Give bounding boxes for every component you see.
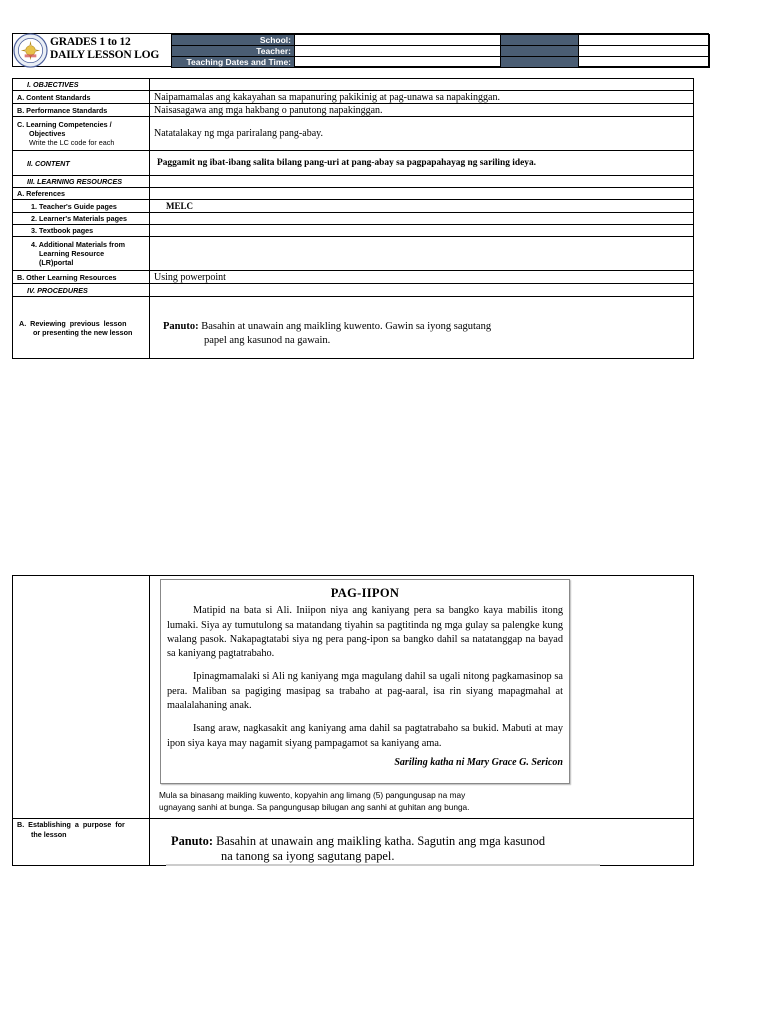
header-title-line1: GRADES 1 to 12: [50, 36, 131, 48]
learning-resources-heading: III. LEARNING RESOURCES: [13, 176, 150, 188]
objectives-heading: I. OBJECTIVES: [13, 79, 150, 91]
header-title: [50, 36, 159, 62]
learning-area-label: [501, 46, 579, 57]
grade-level-label: [501, 35, 579, 46]
panuto-2-label: Panuto:: [171, 834, 213, 848]
quarter-field[interactable]: [579, 57, 710, 68]
teachers-guide-value: MELC: [150, 200, 694, 213]
procedures-heading: IV. PROCEDURES: [13, 284, 150, 297]
performance-standards-value: Naisasagawa ang mga hakbang o panutong napakinggan.: [150, 104, 694, 117]
additional-materials-value: [150, 237, 694, 271]
reviewing-lesson-value: [150, 297, 694, 359]
instruction-underline: [166, 864, 600, 866]
lesson-log-table: [12, 78, 694, 359]
content-standards-label: A. Content Standards: [13, 91, 150, 104]
story-paragraph-1: Matipid na bata si Ali. Iniipon niya ang kaniyang pera sa bangko kaya mabilis itong lumaki. Siya ay tumutulong sa matandang tiyahin sa pagtitinda ng mga gulay sa palengke kung walang pasok. Nakapagtatabi siya ng pera pang-ipon sa bangko dahil sa natatanggap na bayad sa kaniyang pagtatrabaho.: [167, 605, 563, 660]
story-author: Sariling katha ni Mary Grace G. Sericon: [394, 756, 563, 768]
reviewing-lesson-line2: or presenting the new lesson: [33, 327, 133, 337]
competencies-value: Natatalakay ng mga pariralang pang-abay.: [150, 117, 694, 151]
teachers-guide-label: 1. Teacher's Guide pages: [13, 200, 150, 213]
learners-materials-value: [150, 213, 694, 225]
quarter-label: [501, 57, 579, 68]
activity-instruction-line2: ugnayang sanhi at bunga. Sa pangungusap bilugan ang sanhi at guhitan ang bunga.: [159, 802, 470, 812]
additional-materials-line1: 4. Additional Materials from: [31, 240, 125, 249]
procedures-value: [150, 284, 694, 297]
panuto-text-line2: papel ang kasunod na gawain.: [204, 334, 331, 346]
panuto-2-instruction: [171, 834, 545, 864]
panuto-2-line2: na tanong sa iyong sagutang papel.: [221, 849, 395, 863]
school-field[interactable]: [295, 35, 501, 46]
row-divider: [12, 818, 694, 819]
reviewing-lesson-line1: A. Reviewing previous lesson: [19, 318, 127, 328]
establishing-purpose-line1: B. Establishing a purpose for: [17, 820, 125, 829]
other-resources-label: B. Other Learning Resources: [13, 271, 150, 284]
additional-materials-line3: (LR)portal: [39, 258, 74, 267]
story-title: PAG-IIPON: [330, 586, 400, 600]
panuto-2-line1: Basahin at unawain ang maikling katha. Sagutin ang mga kasunod: [213, 834, 546, 848]
textbook-pages-label: 3. Textbook pages: [13, 225, 150, 237]
panuto-text-line1: Basahin at unawain ang maikling kuwento. Gawin sa iyong sagutang: [198, 320, 492, 332]
learning-resources-value: [150, 176, 694, 188]
dates-field[interactable]: [295, 57, 501, 68]
header-info-table: [171, 34, 710, 68]
panuto-label: Panuto:: [163, 320, 199, 332]
textbook-pages-value: [150, 225, 694, 237]
story-paragraph-2: Ipinagmamalaki si Ali ng kaniyang mga magulang dahil sa ugali nitong pagkamasinop sa pera. Maliban sa pagiging masipag sa trabaho at pag-aaral, isa rin siyang mapagmahal at maalalahaning anak.: [167, 671, 563, 712]
content-standards-value: Naipamamalas ang kakayahan sa mapanuring pakikinig at pag-unawa sa napakinggan.: [150, 91, 694, 104]
competencies-label-line3: Write the LC code for each: [29, 138, 115, 147]
story-box: [160, 579, 570, 784]
establishing-purpose-label: [17, 820, 147, 840]
activity-instruction-line1: Mula sa binasang maikling kuwento, kopyahin ang limang (5) pangungusap na may: [159, 790, 466, 800]
learning-area-field[interactable]: [579, 46, 710, 57]
competencies-label-line2: Objectives: [29, 129, 66, 138]
header-title-line2: DAILY LESSON LOG: [50, 49, 160, 61]
activity-instruction: [159, 789, 579, 813]
content-heading: II. CONTENT: [13, 151, 150, 176]
additional-materials-line2: Learning Resource: [39, 249, 105, 258]
objectives-value: [150, 79, 694, 91]
panuto-instruction: [154, 320, 689, 348]
performance-standards-label: B. Performance Standards: [13, 104, 150, 117]
reviewing-lesson-label: [13, 297, 150, 359]
competencies-label-line1: C. Learning Competencies /: [17, 120, 112, 129]
dates-label: Teaching Dates and Time:: [172, 57, 295, 68]
references-label: A. References: [13, 188, 150, 200]
competencies-label: [13, 117, 150, 151]
additional-materials-label: [13, 237, 150, 271]
teacher-field[interactable]: [295, 46, 501, 57]
establishing-purpose-line2: the lesson: [31, 830, 67, 839]
learners-materials-label: 2. Learner's Materials pages: [13, 213, 150, 225]
school-label: School:: [172, 35, 295, 46]
story-paragraph-3: Isang araw, nagkasakit ang kaniyang ama dahil sa pagtatrabaho sa bukid. Mabuti at may ipon siya kaya may nagamit siyang pampagamot sa kaniyang ama.: [167, 723, 563, 749]
teacher-label: Teacher:: [172, 46, 295, 57]
grade-level-field[interactable]: [579, 35, 710, 46]
content-value: Paggamit ng ibat-ibang salita bilang pang-uri at pang-abay sa pagpapahayag ng sariling ideya.: [150, 151, 694, 176]
references-value: [150, 188, 694, 200]
other-resources-value: Using powerpoint: [150, 271, 694, 284]
column-divider: [149, 575, 150, 866]
deped-seal-icon: [13, 33, 48, 68]
